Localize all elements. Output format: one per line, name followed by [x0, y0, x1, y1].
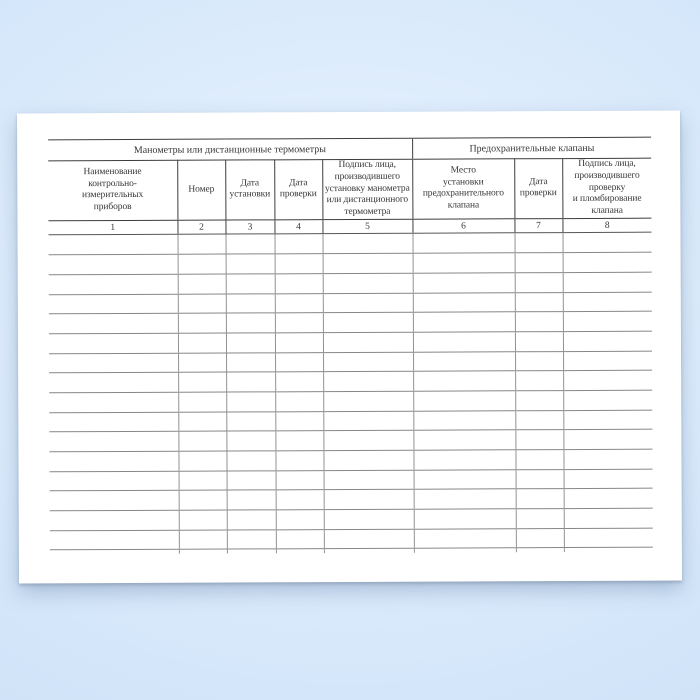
empty-row: [50, 469, 653, 491]
empty-cell: [563, 252, 652, 272]
paper-sheet: [17, 111, 682, 584]
empty-cell: [227, 490, 276, 510]
column-header-valve-location: Место установки предохранительного клапана: [412, 159, 514, 219]
empty-cell: [226, 431, 275, 451]
empty-cell: [276, 470, 324, 490]
empty-cell: [226, 313, 275, 333]
empty-cell: [178, 235, 226, 255]
empty-cell: [413, 371, 515, 391]
empty-cell: [49, 254, 178, 274]
empty-row: [49, 272, 652, 294]
empty-cell: [50, 471, 179, 491]
empty-row: [50, 489, 653, 511]
empty-cell: [323, 332, 413, 352]
empty-cell: [414, 529, 516, 549]
empty-cell: [324, 490, 414, 510]
empty-cell: [324, 509, 414, 529]
empty-cell: [50, 491, 179, 511]
empty-cell: [178, 431, 226, 451]
empty-cell: [563, 311, 652, 331]
empty-cell: [275, 451, 323, 471]
group-header-manometers: Манометры или дистанционные термометры: [48, 138, 412, 161]
empty-cell: [515, 253, 563, 273]
empty-cell: [515, 272, 563, 292]
empty-cell: [414, 509, 516, 529]
empty-cell: [515, 371, 563, 391]
empty-cell: [323, 431, 413, 451]
empty-cell: [324, 470, 414, 490]
empty-cell: [515, 410, 563, 430]
column-number-4: 4: [274, 220, 322, 235]
empty-cell: [178, 294, 226, 314]
column-header-inspector-signature: Подпись лица, производившего проверку и пломбирование клапана: [562, 158, 651, 218]
empty-cell: [275, 372, 323, 392]
empty-cell: [50, 510, 179, 530]
empty-cell: [563, 430, 652, 450]
empty-cell: [49, 412, 178, 432]
empty-cell: [178, 451, 226, 471]
empty-cell: [516, 469, 564, 489]
empty-cell: [563, 292, 652, 312]
empty-cell: [49, 235, 178, 255]
empty-cell: [275, 431, 323, 451]
empty-cell: [515, 312, 563, 332]
empty-cell: [178, 254, 226, 274]
empty-row: [49, 233, 652, 255]
empty-cell: [49, 333, 178, 353]
empty-cell: [324, 529, 414, 549]
empty-row: [49, 252, 652, 274]
instrument-log-table: [48, 137, 653, 555]
group-header-safety-valves: Предохранительные клапаны: [412, 137, 651, 159]
empty-cell: [413, 450, 515, 470]
column-header-instrument-name: Наименование контрольно- измерительных приборов: [48, 160, 177, 221]
empty-cell: [515, 450, 563, 470]
empty-cell: [226, 333, 275, 353]
empty-cell: [227, 530, 276, 550]
empty-cell: [227, 471, 276, 491]
empty-cell: [323, 253, 413, 273]
empty-cell: [515, 331, 563, 351]
empty-cell: [323, 372, 413, 392]
table-body: [49, 233, 653, 555]
empty-row: [50, 508, 653, 530]
column-number-5: 5: [322, 219, 412, 234]
empty-cell: [49, 313, 178, 333]
empty-cell: [414, 489, 516, 509]
column-header-number: Номер: [177, 160, 225, 220]
empty-cell: [564, 528, 653, 548]
empty-cell: [413, 233, 515, 253]
empty-row: [49, 351, 652, 373]
empty-row: [49, 449, 652, 471]
empty-cell: [413, 273, 515, 293]
empty-cell: [226, 293, 275, 313]
empty-cell: [276, 490, 324, 510]
empty-cell: [323, 273, 413, 293]
empty-cell: [275, 352, 323, 372]
empty-cell: [275, 333, 323, 353]
empty-cell: [49, 294, 178, 314]
empty-cell: [515, 430, 563, 450]
column-header-install-date: Дата установки: [225, 160, 274, 220]
empty-cell: [178, 274, 226, 294]
empty-cell: [515, 292, 563, 312]
empty-cell: [323, 411, 413, 431]
empty-row: [49, 410, 652, 432]
empty-cell: [323, 234, 413, 254]
empty-cell: [323, 312, 413, 332]
empty-cell: [413, 312, 515, 332]
empty-cell: [563, 390, 652, 410]
empty-cell: [179, 490, 227, 510]
empty-cell: [564, 489, 653, 509]
empty-cell: [275, 392, 323, 412]
empty-cell: [275, 293, 323, 313]
empty-cell: [49, 353, 178, 373]
column-header-row: [48, 158, 651, 221]
empty-cell: [413, 391, 515, 411]
group-header-row: [48, 137, 651, 161]
empty-cell: [413, 332, 515, 352]
empty-cell: [275, 313, 323, 333]
empty-cell: [564, 508, 653, 528]
empty-cell: [226, 451, 275, 471]
empty-cell: [49, 432, 178, 452]
empty-cell: [227, 510, 276, 530]
empty-cell: [563, 449, 652, 469]
empty-cell: [49, 274, 178, 294]
empty-cell: [275, 273, 323, 293]
empty-row: [49, 311, 652, 333]
column-header-valve-check-date: Дата проверки: [514, 159, 562, 219]
empty-cell: [413, 430, 515, 450]
empty-cell: [226, 352, 275, 372]
empty-row: [49, 390, 652, 412]
empty-cell: [563, 272, 652, 292]
empty-cell: [413, 253, 515, 273]
empty-cell: [179, 471, 227, 491]
empty-cell: [563, 351, 652, 371]
column-number-2: 2: [177, 220, 225, 235]
empty-cell: [275, 411, 323, 431]
empty-cell: [563, 233, 652, 253]
empty-cell: [563, 410, 652, 430]
empty-cell: [515, 391, 563, 411]
empty-cell: [515, 233, 563, 253]
empty-cell: [178, 372, 226, 392]
empty-cell: [49, 392, 178, 412]
empty-cell: [275, 234, 323, 254]
empty-row: [49, 430, 652, 452]
column-number-8: 8: [562, 218, 651, 233]
column-number-6: 6: [412, 219, 514, 234]
empty-cell: [275, 254, 323, 274]
empty-cell: [563, 331, 652, 351]
empty-cell: [413, 292, 515, 312]
empty-row: [50, 528, 653, 550]
empty-cell: [226, 411, 275, 431]
empty-cell: [178, 333, 226, 353]
empty-cell: [516, 528, 564, 548]
empty-cell: [276, 510, 324, 530]
empty-row: [49, 370, 652, 392]
empty-cell: [564, 469, 653, 489]
empty-cell: [323, 391, 413, 411]
empty-cell: [178, 313, 226, 333]
empty-cell: [179, 510, 227, 530]
column-number-7: 7: [514, 219, 562, 234]
empty-cell: [226, 372, 275, 392]
empty-cell: [226, 254, 275, 274]
column-number-3: 3: [225, 220, 274, 235]
empty-cell: [50, 530, 179, 550]
empty-cell: [49, 373, 178, 393]
empty-cell: [178, 353, 226, 373]
empty-cell: [323, 352, 413, 372]
empty-cell: [179, 530, 227, 550]
column-number-1: 1: [48, 220, 177, 235]
empty-cell: [226, 234, 275, 254]
empty-cell: [276, 529, 324, 549]
empty-row: [49, 331, 652, 353]
empty-cell: [226, 392, 275, 412]
empty-cell: [563, 370, 652, 390]
empty-cell: [226, 274, 275, 294]
empty-cell: [516, 489, 564, 509]
empty-cell: [323, 450, 413, 470]
empty-cell: [178, 392, 226, 412]
empty-cell: [323, 293, 413, 313]
empty-cell: [413, 351, 515, 371]
empty-cell: [516, 509, 564, 529]
empty-cell: [178, 412, 226, 432]
empty-cell: [49, 451, 178, 471]
column-header-installer-signature: Подпись лица, производившего установку манометра или дистанционного термометра: [322, 159, 412, 219]
column-header-check-date: Дата проверки: [274, 160, 322, 220]
empty-cell: [515, 351, 563, 371]
empty-cell: [414, 470, 516, 490]
empty-row: [49, 292, 652, 314]
empty-cell: [413, 410, 515, 430]
